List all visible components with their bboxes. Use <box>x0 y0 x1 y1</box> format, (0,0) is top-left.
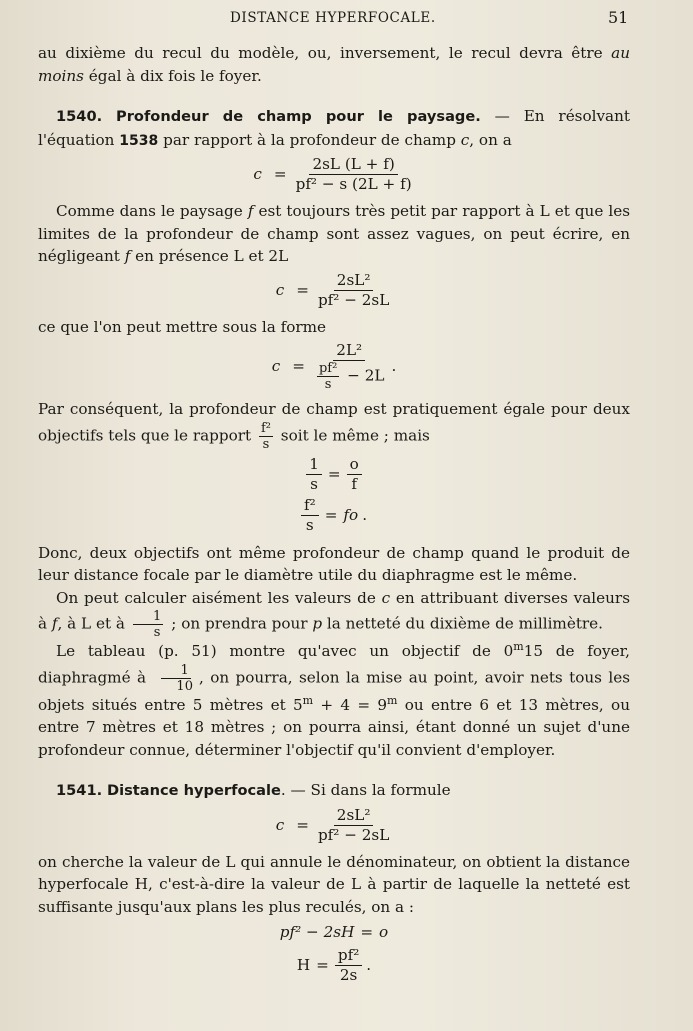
section-number: 1540. <box>56 108 103 125</box>
paragraph-landscape: Comme dans le paysage f est toujours très petit par rapport à L et que les limites de la profondeur de champ sont assez vagues, on peut écrire, en négligeant f en présence L et 2L <box>38 202 630 265</box>
page-body <box>38 42 630 992</box>
formula-product: $\frac{\text{f²}}{s}$ = fo . <box>301 496 367 535</box>
inline-fraction: $\frac{\text{f²}}{s}$ <box>260 420 271 452</box>
paragraph-conclusion: Donc, deux objectifs ont même profondeur de champ quand le produit de leur distance focale par le diamètre utile du diaphragme est le même. <box>38 543 630 584</box>
formula-stack <box>38 454 630 536</box>
formula-simplified: c = $\frac{\text{2sL²}}{\text{pf² − 2sL}}$ <box>38 271 630 310</box>
inline-fraction: $\frac{1}{s}$ <box>133 609 164 640</box>
paragraph-calculation: On peut calculer aisément les valeurs de c en attribuant diverses valeurs à f, à L et à $\frac{1}{s}$ ; on prendra pour p la netteté du dixième de millimètre. <box>38 588 630 640</box>
section-1541: 1541. Distance hyperfocale. — Si dans la formule <box>56 781 451 799</box>
fraction: $\frac{\text{2sL²}}{\text{pf² − 2sL}}$ <box>317 270 390 309</box>
formula-ratio: $\frac{1}{s}$ = $\frac{o}{f}$ <box>306 455 362 494</box>
equation-reference: 1538 <box>119 132 159 149</box>
page-header <box>0 8 693 30</box>
paragraph-table-example: Le tableau (p. 51) montre qu'avec un objectif de 0$^m$15 de foyer, diaphragmé à $\frac{1}{10}$ , on pourra, selon la mise au point, avoir nets tous les objets situés entre 5 mètres et $5^m + 4 = 9^m$ ou entre 6 et 13 mètres, ou entre 7 mètres et 18 mètres ; on pourra ainsi, étant donné un sujet d'une profondeur connue, déterminer l'objectif qu'il convient d'employer. <box>38 639 630 759</box>
inline-fraction: $\frac{1}{10}$ <box>155 663 196 694</box>
paragraph-hyperfocal: on cherche la valeur de L qui annule le dénominateur, on obtient la distance hyperfocale H, c'est-à-dire la valeur de L à partir de laquelle la netteté est suffisante jusqu'aux plans les plus reculés, on a : <box>38 852 630 916</box>
fraction: 2L² $\frac{\text{pf²}}{s}$ − 2L <box>318 341 385 392</box>
formula-hyperfocal-distance: H = $\frac{\text{pf²}}{2s}$ . <box>296 945 372 984</box>
paragraph-form: ce que l'on peut mettre sous la forme <box>38 317 327 336</box>
formula-depth-of-field: c = $\frac{2sL (L + f)}{\text{pf² − s (2L + f)}}$ <box>38 155 630 194</box>
running-head: DISTANCE HYPERFOCALE. <box>230 10 436 26</box>
formula-zero-denominator: pf² − 2sH = o <box>279 923 389 941</box>
formula-repeat: c = $\frac{\text{2sL²}}{\text{pf² − 2sL}}$ <box>38 806 630 845</box>
section-1540: 1540. Profondeur de champ pour le paysage. — En résolvant l'équation 1538 par rapport à la profondeur de champ c, on a <box>38 107 630 149</box>
formula-compound-fraction: c = 2L² $\frac{\text{pf²}}{s}$ − 2L . <box>271 341 397 392</box>
fraction: $\frac{\text{2sL²}}{\text{pf² − 2sL}}$ <box>317 805 390 844</box>
section-title: Profondeur de champ pour le paysage. <box>116 108 481 125</box>
section-title: Distance hyperfocale <box>107 782 281 799</box>
paragraph-intro: au dixième du recul du modèle, ou, inversement, le recul devra être au moins égal à dix fois le foyer. <box>38 44 630 85</box>
formula-stack-hyperfocal <box>38 920 630 986</box>
section-number: 1541. <box>56 782 103 799</box>
page-number: 51 <box>608 8 629 27</box>
fraction: $\frac{2sL (L + f)}{\text{pf² − s (2L + f)}}$ <box>295 155 412 193</box>
paragraph-consequence: Par conséquent, la profondeur de champ est pratiquement égale pour deux objectifs tels que le rapport $\frac{\text{f²}}{s}$ soit le même ; mais <box>38 400 630 452</box>
